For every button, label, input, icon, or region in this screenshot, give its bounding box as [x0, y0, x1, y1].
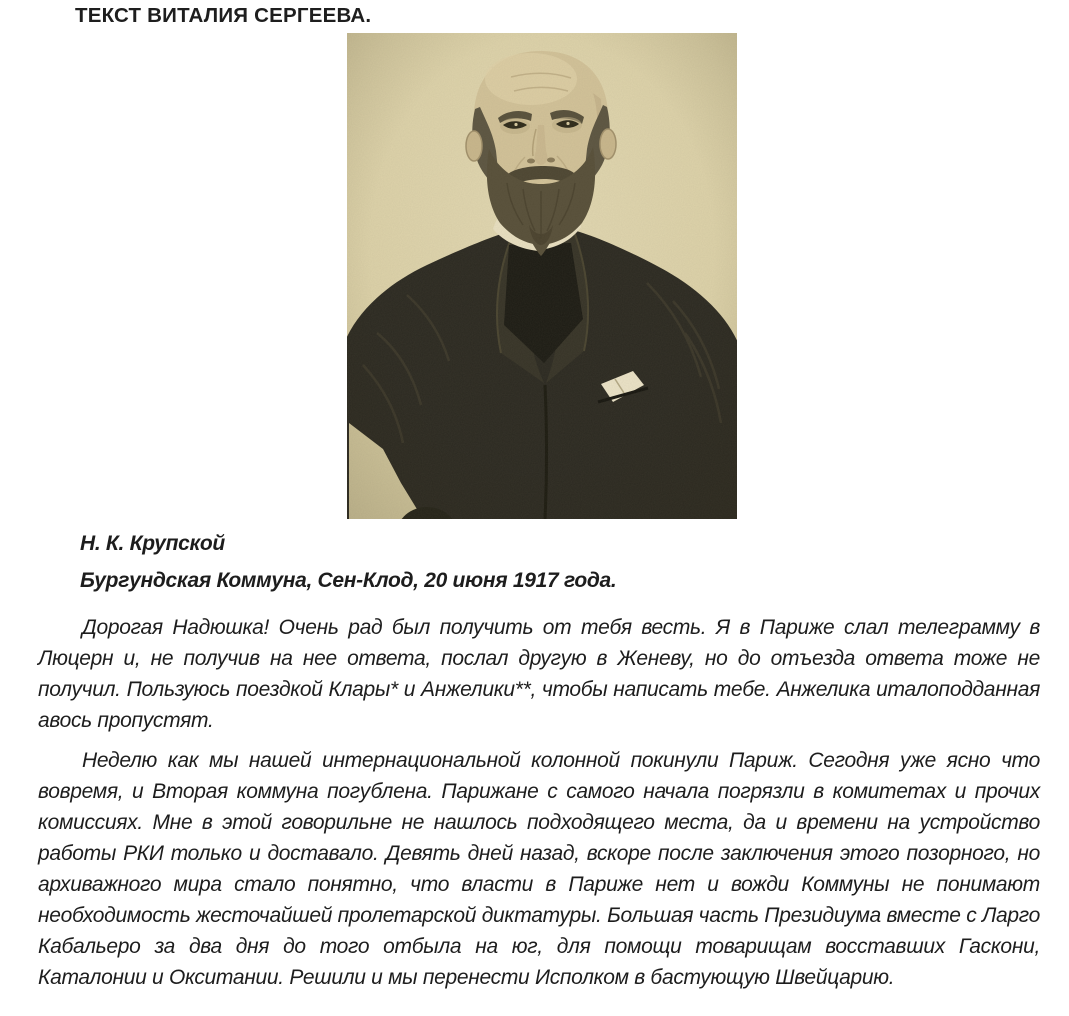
page-title: ТЕКСТ ВИТАЛИЯ СЕРГЕЕВА.	[75, 4, 372, 27]
letter-dateline: Бургундская Коммуна, Сен-Клод, 20 июня 1917 года.	[80, 569, 617, 592]
document-page	[0, 4, 1069, 1016]
letter-body	[0, 528, 1069, 993]
letter-paragraph-2: Неделю как мы нашей интернациональной колонной покинули Париж. Сегодня уже ясно что вовремя, и Вторая коммуна погублена. Парижане с самого начала погрязли в комитетах и прочих комиссиях. Мне в этой говорильне не нашлось подходящего места, да и времени на устройство работы РКИ только и доставало. Девять дней назад, вскоре после заключения этого позорного, но архиважного мира стало понятно, что власти в Париже нет и вожди Коммуны не понимают необходимость жесточайшей пролетарской диктатуры. Большая часть Президиума вместе с Ларго Кабальеро за два дня до того отбыла на юг, для помощи товарищам восставших Гаскони, Каталонии и Окситании. Решили и мы перенести Исполком в бастующую Швейцарию.	[38, 749, 1040, 989]
letter-addressee: Н. К. Крупской	[80, 532, 225, 555]
portrait-illustration	[347, 33, 737, 519]
portrait-photo	[347, 33, 737, 519]
letter-paragraph-1: Дорогая Надюшка! Очень рад был получить от тебя весть. Я в Париже слал телеграмму в Люцерн и, не получив на нее ответа, послал другую в Женеву, но до отъезда ответа тоже не получил. Пользуюсь поездкой Клары* и Анжелики**, чтобы написать тебе. Анжелика италоподданная авось пропустят.	[38, 616, 1040, 732]
photo-vignette	[347, 33, 737, 519]
